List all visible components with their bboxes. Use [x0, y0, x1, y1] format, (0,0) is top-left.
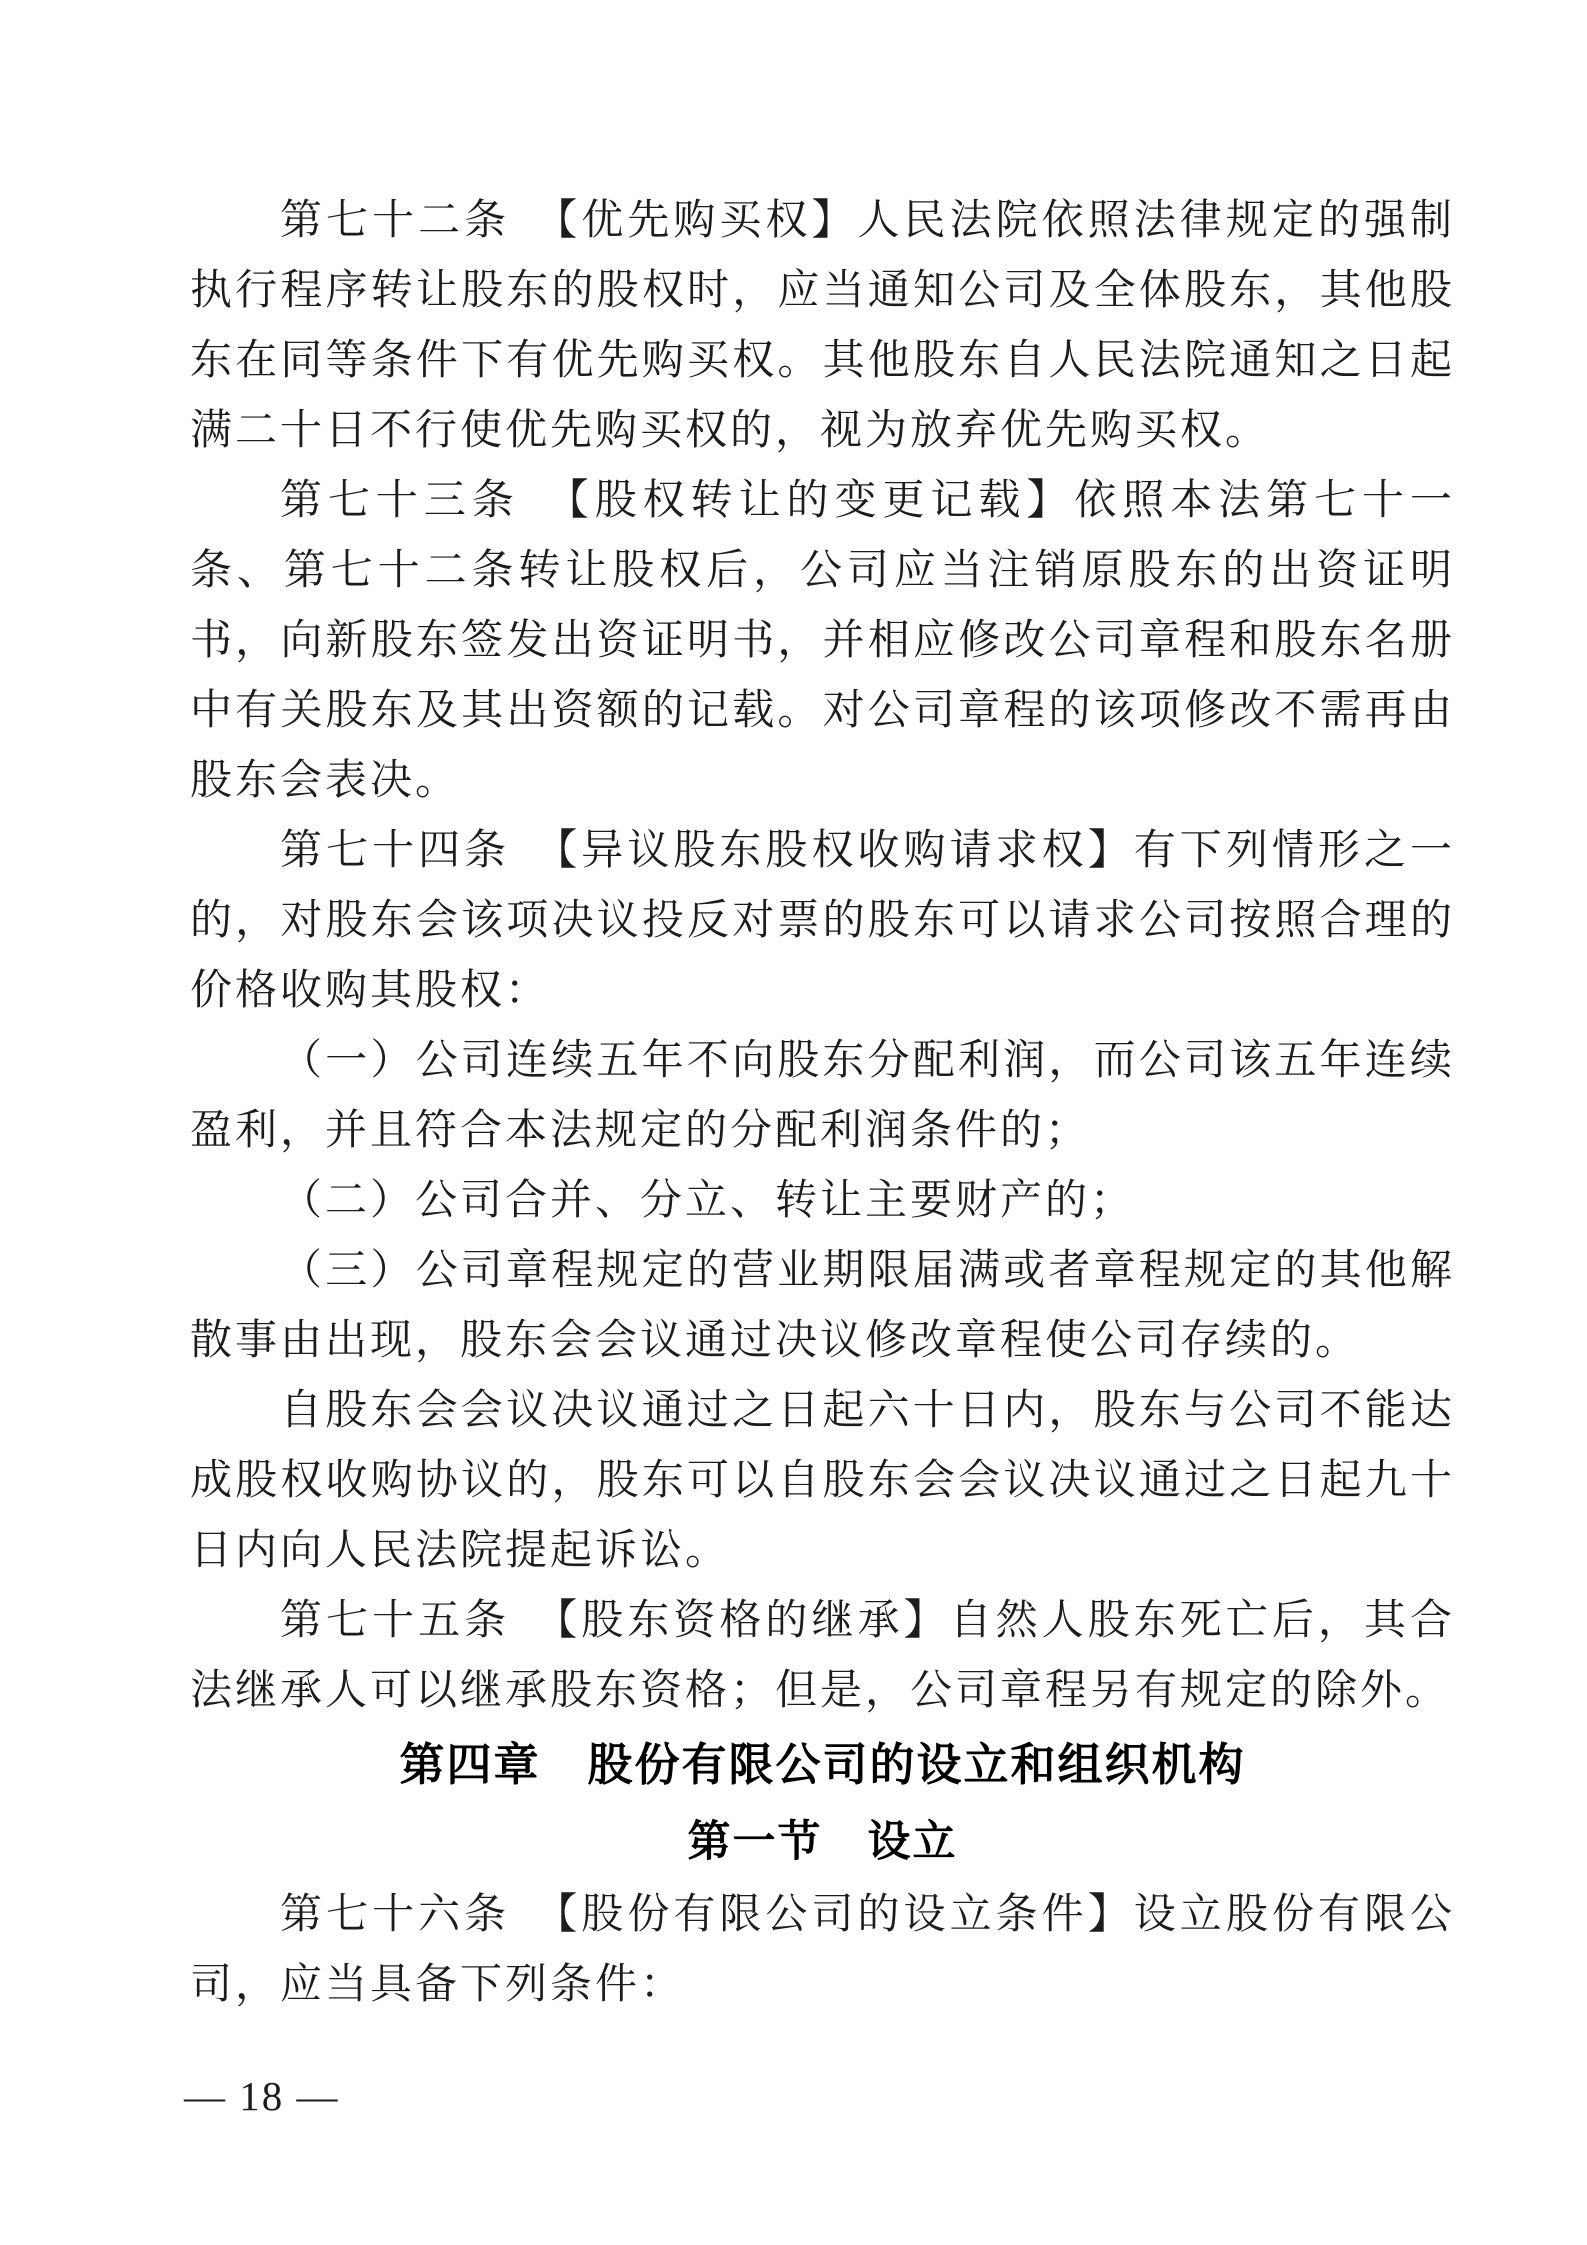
paragraph: 自股东会会议决议通过之日起六十日内，股东与公司不能达成股权收购协议的，股东可以自股东会会议决议通过之日起九十日内向人民法院提起诉讼。	[190, 1388, 1455, 1574]
paragraph: 第七十四条 【异议股东股权收购请求权】有下列情形之一的，对股东会该项决议投反对票的股东可以请求公司按照合理的价格收购其股权：	[190, 828, 1455, 1014]
page-number: — 18 —	[184, 2073, 340, 2119]
paragraph: （一）公司连续五年不向股东分配利润，而公司该五年连续盈利，并且符合本法规定的分配利润条件的；	[190, 1038, 1455, 1154]
paragraph: （二）公司合并、分立、转让主要财产的；	[280, 1178, 1136, 1224]
chapter-heading: 第四章 股份有限公司的设立和组织机构	[399, 1739, 1246, 1790]
paragraph: 第七十二条 【优先购买权】人民法院依照法律规定的强制执行程序转让股东的股权时，应当通知公司及全体股东，其他股东在同等条件下有优先购买权。其他股东自人民法院通知之日起满二十日不行使优先购买权的，视为放弃优先购买权。	[190, 198, 1455, 454]
paragraph: 第七十六条 【股份有限公司的设立条件】设立股份有限公司，应当具备下列条件：	[190, 1892, 1455, 2008]
document-body	[190, 186, 1455, 2020]
paragraph: 第七十三条 【股权转让的变更记载】依照本法第七十一条、第七十二条转让股权后，公司应当注销原股东的出资证明书，向新股东签发出资证明书，并相应修改公司章程和股东名册中有关股东及其出资额的记载。对公司章程的该项修改不需再由股东会表决。	[190, 478, 1455, 804]
paragraph: 第七十五条 【股东资格的继承】自然人股东死亡后，其合法继承人可以继承股东资格；但是，公司章程另有规定的除外。	[190, 1598, 1455, 1714]
paragraph: （三）公司章程规定的营业期限届满或者章程规定的其他解散事由出现，股东会会议通过决议修改章程使公司存续的。	[190, 1248, 1455, 1364]
section-heading: 第一节 设立	[687, 1818, 958, 1866]
